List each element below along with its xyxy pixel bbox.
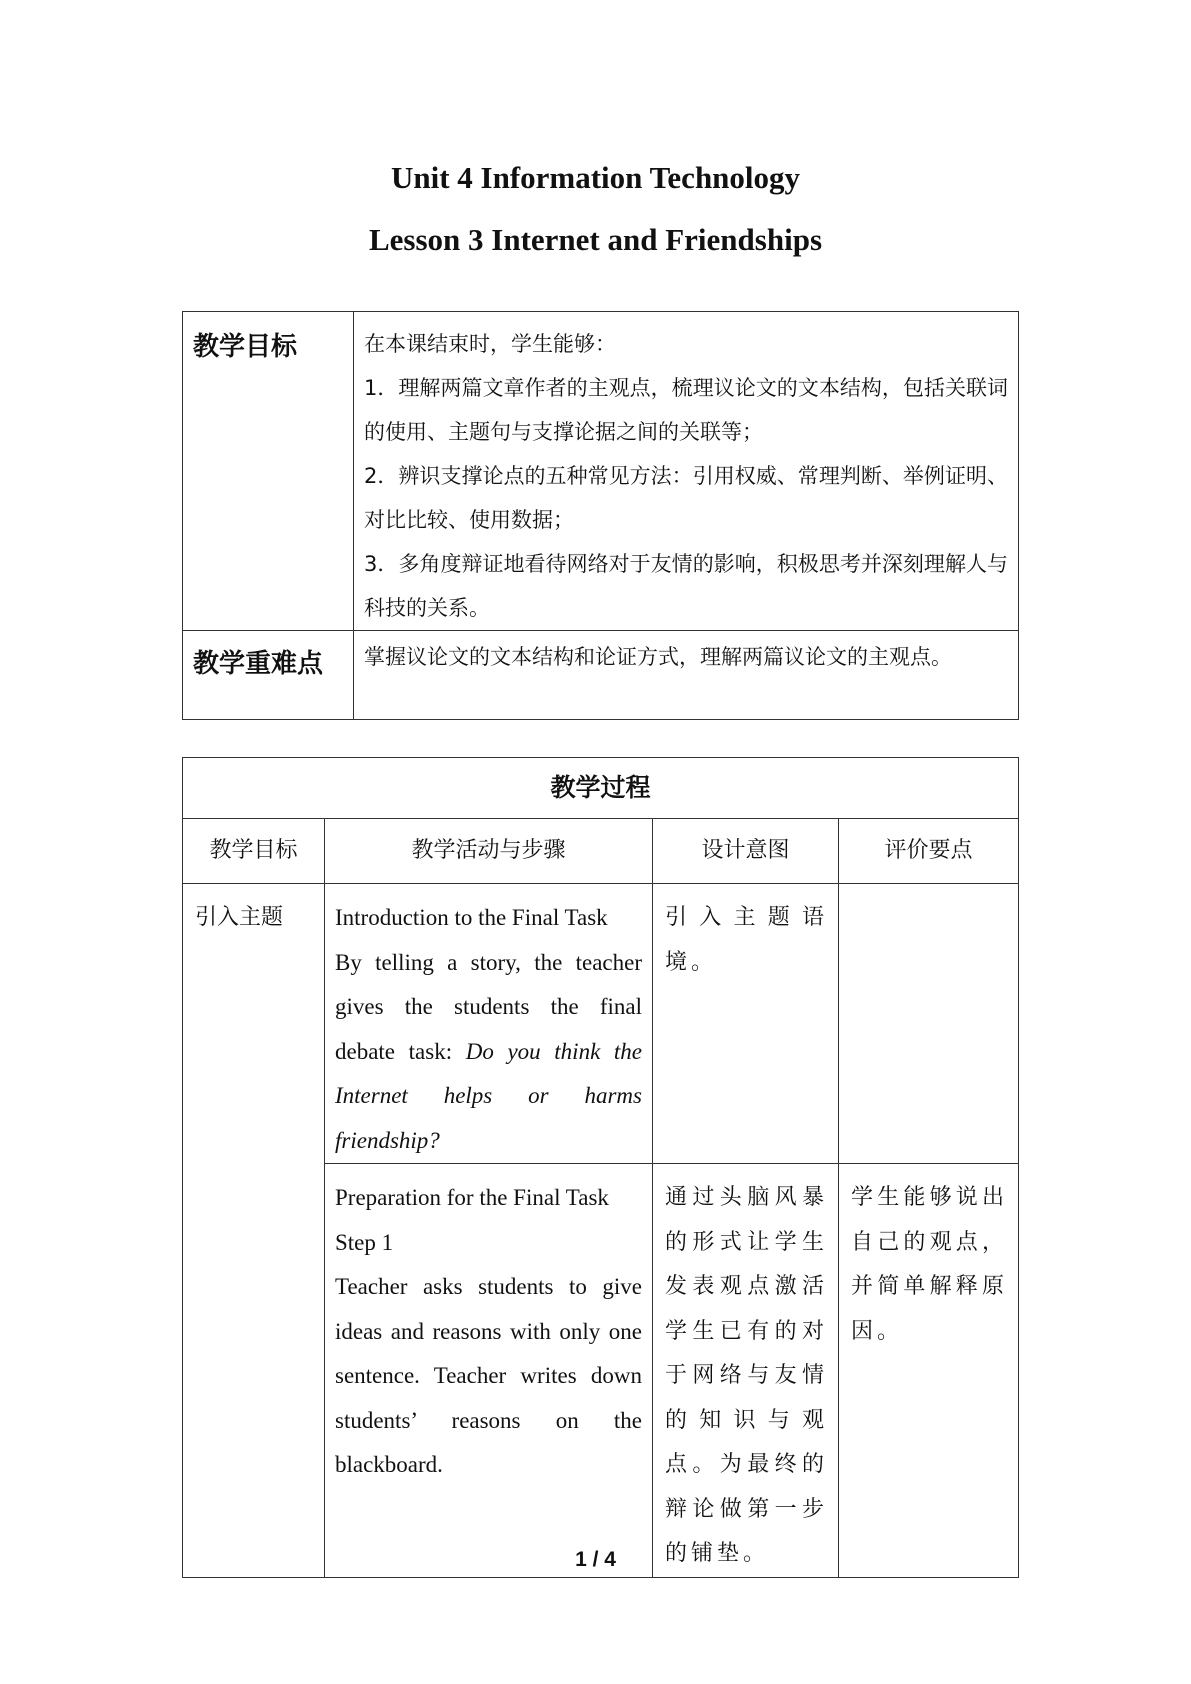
activity-cell <box>325 1164 653 1578</box>
column-header-evaluation: 评价要点 <box>839 819 1019 884</box>
page-number: 1 / 4 <box>575 1548 616 1571</box>
process-title: 教学过程 <box>183 758 1019 819</box>
column-header-intent: 设计意图 <box>653 819 839 884</box>
activity-body: By telling a story, the teacher gives the students the final debate task: <box>335 949 642 1064</box>
objectives-line: 2．辨识支撑论点的五种常见方法：引用权威、常理判断、举例证明、对比比较、使用数据； <box>364 464 1008 532</box>
objectives-content <box>354 312 1019 631</box>
process-table <box>182 757 1019 1578</box>
evaluation-cell: 学生能够说出自己的观点，并简单解释原因。 <box>839 1164 1019 1578</box>
key-points-label: 教学重难点 <box>183 631 354 720</box>
column-header-activity: 教学活动与步骤 <box>325 819 653 884</box>
objectives-line: 3．多角度辩证地看待网络对于友情的影响，积极思考并深刻理解人与科技的关系。 <box>364 552 1008 620</box>
unit-title: Unit 4 Information Technology <box>390 160 801 195</box>
lesson-title: Lesson 3 Internet and Friendships <box>368 222 823 257</box>
objectives-table <box>182 311 1019 720</box>
objectives-label: 教学目标 <box>183 312 354 631</box>
intent-cell: 引入主题语境。 <box>653 884 839 1164</box>
evaluation-cell <box>839 884 1019 1164</box>
activity-cell <box>325 884 653 1164</box>
activity-step: Step 1 <box>335 1229 394 1255</box>
activity-body: Teacher asks students to give ideas and reasons with only one sentence. Teacher writes down students’ reasons on the blackboard. <box>335 1274 642 1477</box>
activity-title: Preparation for the Final Task <box>335 1185 609 1210</box>
column-header-goal: 教学目标 <box>183 819 325 884</box>
intent-cell: 通过头脑风暴的形式让学生发表观点激活学生已有的对于网络与友情的知识与观点。为最终的辩论做第一步的铺垫。 <box>653 1164 839 1578</box>
goal-cell: 引入主题 <box>183 884 325 1578</box>
objectives-line: 在本课结束时，学生能够： <box>364 332 616 356</box>
activity-question: Do you think the Internet helps or harms friendship? <box>335 1038 642 1153</box>
key-points-content: 掌握议论文的文本结构和论证方式，理解两篇议论文的主观点。 <box>354 631 1019 720</box>
objectives-line: 1．理解两篇文章作者的主观点，梳理议论文的文本结构，包括关联词的使用、主题句与支撑论据之间的关联等； <box>364 376 1008 444</box>
table-row <box>183 884 1019 1164</box>
activity-title: Introduction to the Final Task <box>335 905 608 930</box>
